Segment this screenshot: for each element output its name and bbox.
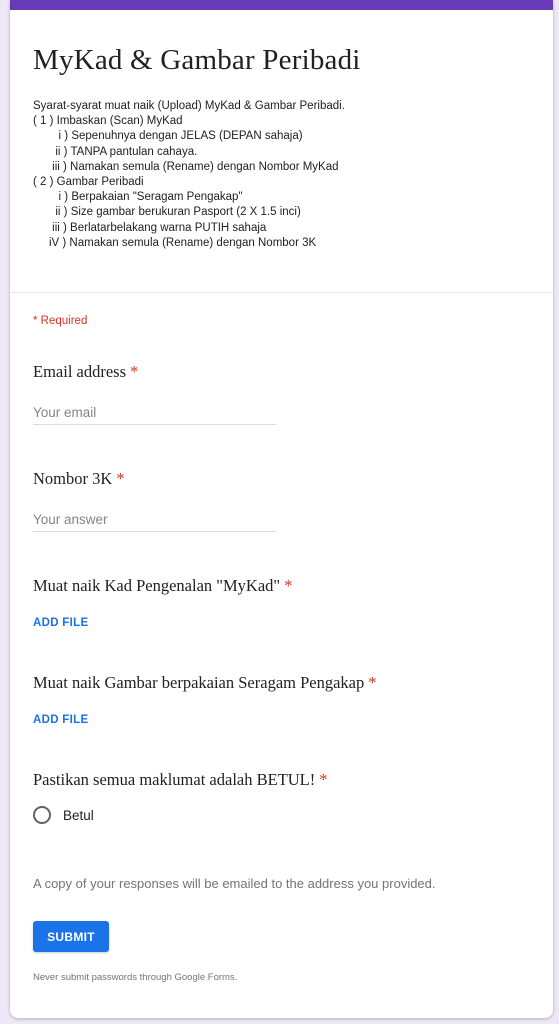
description-line: iV ) Namakan semula (Rename) dengan Nombor 3K bbox=[33, 236, 317, 249]
description-line: Syarat-syarat muat naik (Upload) MyKad & Gambar Peribadi. bbox=[33, 100, 345, 112]
copy-note: A copy of your responses will be emailed to the address you provided. bbox=[33, 876, 436, 891]
description-line: ii ) Size gambar berukuran Pasport (2 X 1.5 inci) bbox=[33, 206, 301, 219]
question-text: Nombor 3K bbox=[33, 469, 113, 488]
radio-circle-icon[interactable] bbox=[33, 806, 51, 824]
description-line: ( 1 ) Imbaskan (Scan) MyKad bbox=[33, 115, 183, 128]
radio-option-label: Betul bbox=[63, 807, 94, 823]
submit-button[interactable]: SUBMIT bbox=[33, 921, 109, 952]
required-star: * bbox=[319, 770, 328, 789]
description-line: ii ) TANPA pantulan cahaya. bbox=[33, 145, 198, 158]
required-star: * bbox=[130, 362, 139, 381]
description-line: i ) Sepenuhnya dengan JELAS (DEPAN sahaja) bbox=[33, 130, 303, 143]
email-question-label bbox=[33, 362, 138, 382]
mykad-question-label bbox=[33, 576, 292, 596]
description-line: ( 2 ) Gambar Peribadi bbox=[33, 176, 144, 189]
mykad-add-file-button[interactable]: ADD FILE bbox=[33, 617, 89, 629]
question-text: Email address bbox=[33, 362, 127, 381]
form-accent-bar bbox=[10, 0, 553, 10]
gambar-add-file-button[interactable]: ADD FILE bbox=[33, 714, 89, 726]
section-divider bbox=[10, 292, 553, 293]
gambar-question-label bbox=[33, 673, 377, 693]
description-line: iii ) Berlatarbelakang warna PUTIH sahaja bbox=[33, 221, 267, 234]
required-star: * bbox=[116, 469, 125, 488]
nombor3k-question-label bbox=[33, 469, 125, 489]
question-text: Muat naik Gambar berpakaian Seragam Pengakap bbox=[33, 673, 365, 692]
description-line: i ) Berpakaian "Seragam Pengakap" bbox=[33, 191, 243, 204]
description-line: iii ) Namakan semula (Rename) dengan Nombor MyKad bbox=[33, 160, 339, 173]
required-note: * Required bbox=[33, 315, 88, 327]
required-star: * bbox=[368, 673, 377, 692]
pastikan-question-label bbox=[33, 770, 328, 790]
form-title: MyKad & Gambar Peribadi bbox=[33, 44, 361, 76]
betul-radio-option[interactable] bbox=[33, 805, 94, 825]
email-field[interactable] bbox=[33, 401, 276, 425]
nombor3k-field[interactable] bbox=[33, 508, 276, 532]
question-text: Muat naik Kad Pengenalan "MyKad" bbox=[33, 576, 281, 595]
form-card bbox=[10, 0, 553, 1018]
form-description bbox=[33, 99, 533, 251]
password-warning: Never submit passwords through Google Forms. bbox=[33, 972, 238, 983]
required-star: * bbox=[284, 576, 293, 595]
question-text: Pastikan semua maklumat adalah BETUL! bbox=[33, 770, 316, 789]
